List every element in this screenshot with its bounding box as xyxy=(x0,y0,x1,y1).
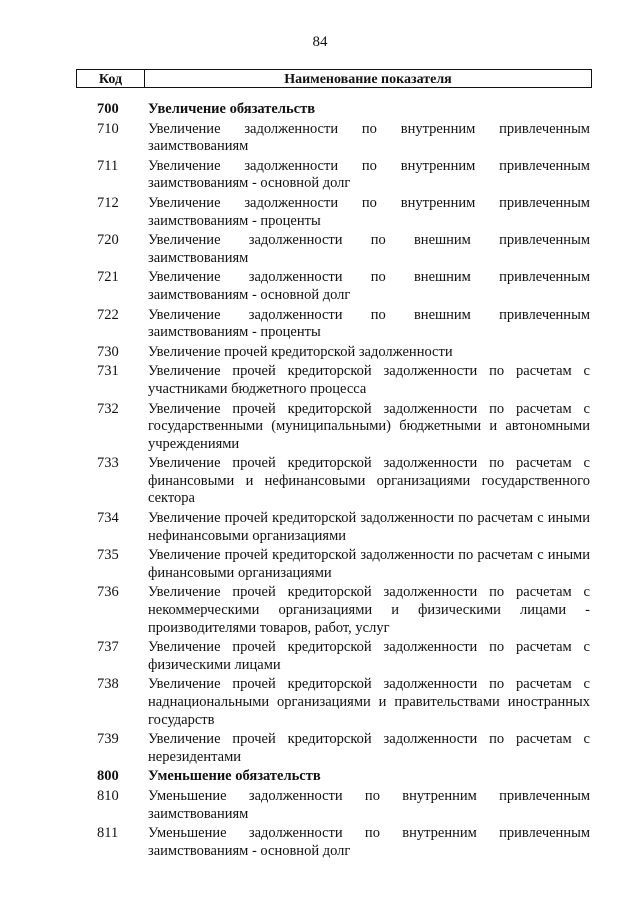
table-row xyxy=(80,731,590,766)
row-code: 739 xyxy=(97,731,119,748)
table-row xyxy=(80,401,590,454)
table-row xyxy=(80,639,590,674)
table-row xyxy=(80,121,590,156)
row-code: 737 xyxy=(97,639,119,656)
row-name: Уменьшение обязательств xyxy=(148,768,321,785)
row-name: Увеличение прочей кредиторской задолженности по расчетам с нерезидентами xyxy=(148,731,590,765)
row-code: 721 xyxy=(97,269,119,286)
row-name: Увеличение прочей кредиторской задолженности по расчетам с финансовыми и нефинансовыми организациями государственного сектора xyxy=(148,455,590,507)
row-name: Уменьшение задолженности по внутренним привлеченным заимствованиям xyxy=(148,787,590,822)
table-row xyxy=(80,676,590,729)
table-row xyxy=(80,195,590,230)
row-name: Увеличение прочей кредиторской задолженности по расчетам с государственными (муниципальными) бюджетными и автономными учреждениями xyxy=(148,400,590,452)
header-name: Наименование показателя xyxy=(284,72,452,87)
table-row xyxy=(80,363,590,398)
row-name: Увеличение прочей кредиторской задолженности по расчетам с физическими лицами xyxy=(148,639,590,673)
row-name: Увеличение задолженности по внешним привлеченным заимствованиям - основной долг xyxy=(148,269,590,303)
row-name: Увеличение прочей кредиторской задолженности по расчетам с иными нефинансовыми организациями xyxy=(148,510,590,544)
header-code: Код xyxy=(77,70,145,87)
row-name: Увеличение задолженности по внешним привлеченным заимствованиям xyxy=(148,232,590,266)
row-code: 734 xyxy=(97,510,119,527)
row-code: 800 xyxy=(97,768,119,785)
row-name: Увеличение задолженности по внутренним привлеченным заимствованиям - основной долг xyxy=(148,157,590,192)
table-row xyxy=(80,768,590,786)
table-row xyxy=(80,825,590,860)
row-code: 722 xyxy=(97,306,119,323)
table-row xyxy=(80,547,590,582)
row-code: 733 xyxy=(97,455,119,472)
row-name: Увеличение прочей кредиторской задолженности по расчетам с участниками бюджетного процесса xyxy=(148,363,590,397)
table-row xyxy=(80,584,590,637)
row-code: 720 xyxy=(97,232,119,249)
table-row xyxy=(80,232,590,267)
row-name: Увеличение задолженности по внешним привлеченным заимствованиям - проценты xyxy=(148,306,590,341)
row-code: 736 xyxy=(97,584,119,601)
row-code: 711 xyxy=(97,157,119,174)
indicator-table xyxy=(80,101,590,860)
row-code: 732 xyxy=(97,400,119,417)
table-header xyxy=(76,69,592,88)
row-name: Увеличение прочей кредиторской задолженности по расчетам с некоммерческими организациями и физическими лицами - производителями товаров, работ, услуг xyxy=(148,584,590,636)
table-row xyxy=(80,788,590,823)
table-row xyxy=(80,307,590,342)
row-name: Увеличение задолженности по внутренним привлеченным заимствованиям - проценты xyxy=(148,194,590,229)
row-name: Увеличение обязательств xyxy=(148,101,316,117)
table-row xyxy=(80,101,590,119)
table-row xyxy=(80,344,590,362)
row-name: Уменьшение задолженности по внутренним привлеченным заимствованиям - основной долг xyxy=(148,825,590,859)
table-row xyxy=(80,269,590,304)
row-code: 731 xyxy=(97,363,119,380)
row-code: 810 xyxy=(97,787,119,804)
row-name: Увеличение прочей кредиторской задолженности по расчетам с наднациональными организациями и правительствами иностранных государств xyxy=(148,676,590,728)
row-code: 735 xyxy=(97,547,119,564)
row-name: Увеличение прочей кредиторской задолженности по расчетам с иными финансовыми организациями xyxy=(148,547,590,581)
table-row xyxy=(80,158,590,193)
page-number: 84 xyxy=(312,34,328,50)
row-code: 811 xyxy=(97,825,119,842)
row-code: 712 xyxy=(97,194,119,211)
row-code: 700 xyxy=(97,101,119,117)
row-name: Увеличение прочей кредиторской задолженности xyxy=(148,343,453,360)
row-name: Увеличение задолженности по внутренним привлеченным заимствованиям xyxy=(148,120,590,155)
row-code: 710 xyxy=(97,120,119,137)
row-code: 738 xyxy=(97,676,119,693)
table-row xyxy=(80,510,590,545)
row-code: 730 xyxy=(97,343,119,360)
table-row xyxy=(80,455,590,508)
